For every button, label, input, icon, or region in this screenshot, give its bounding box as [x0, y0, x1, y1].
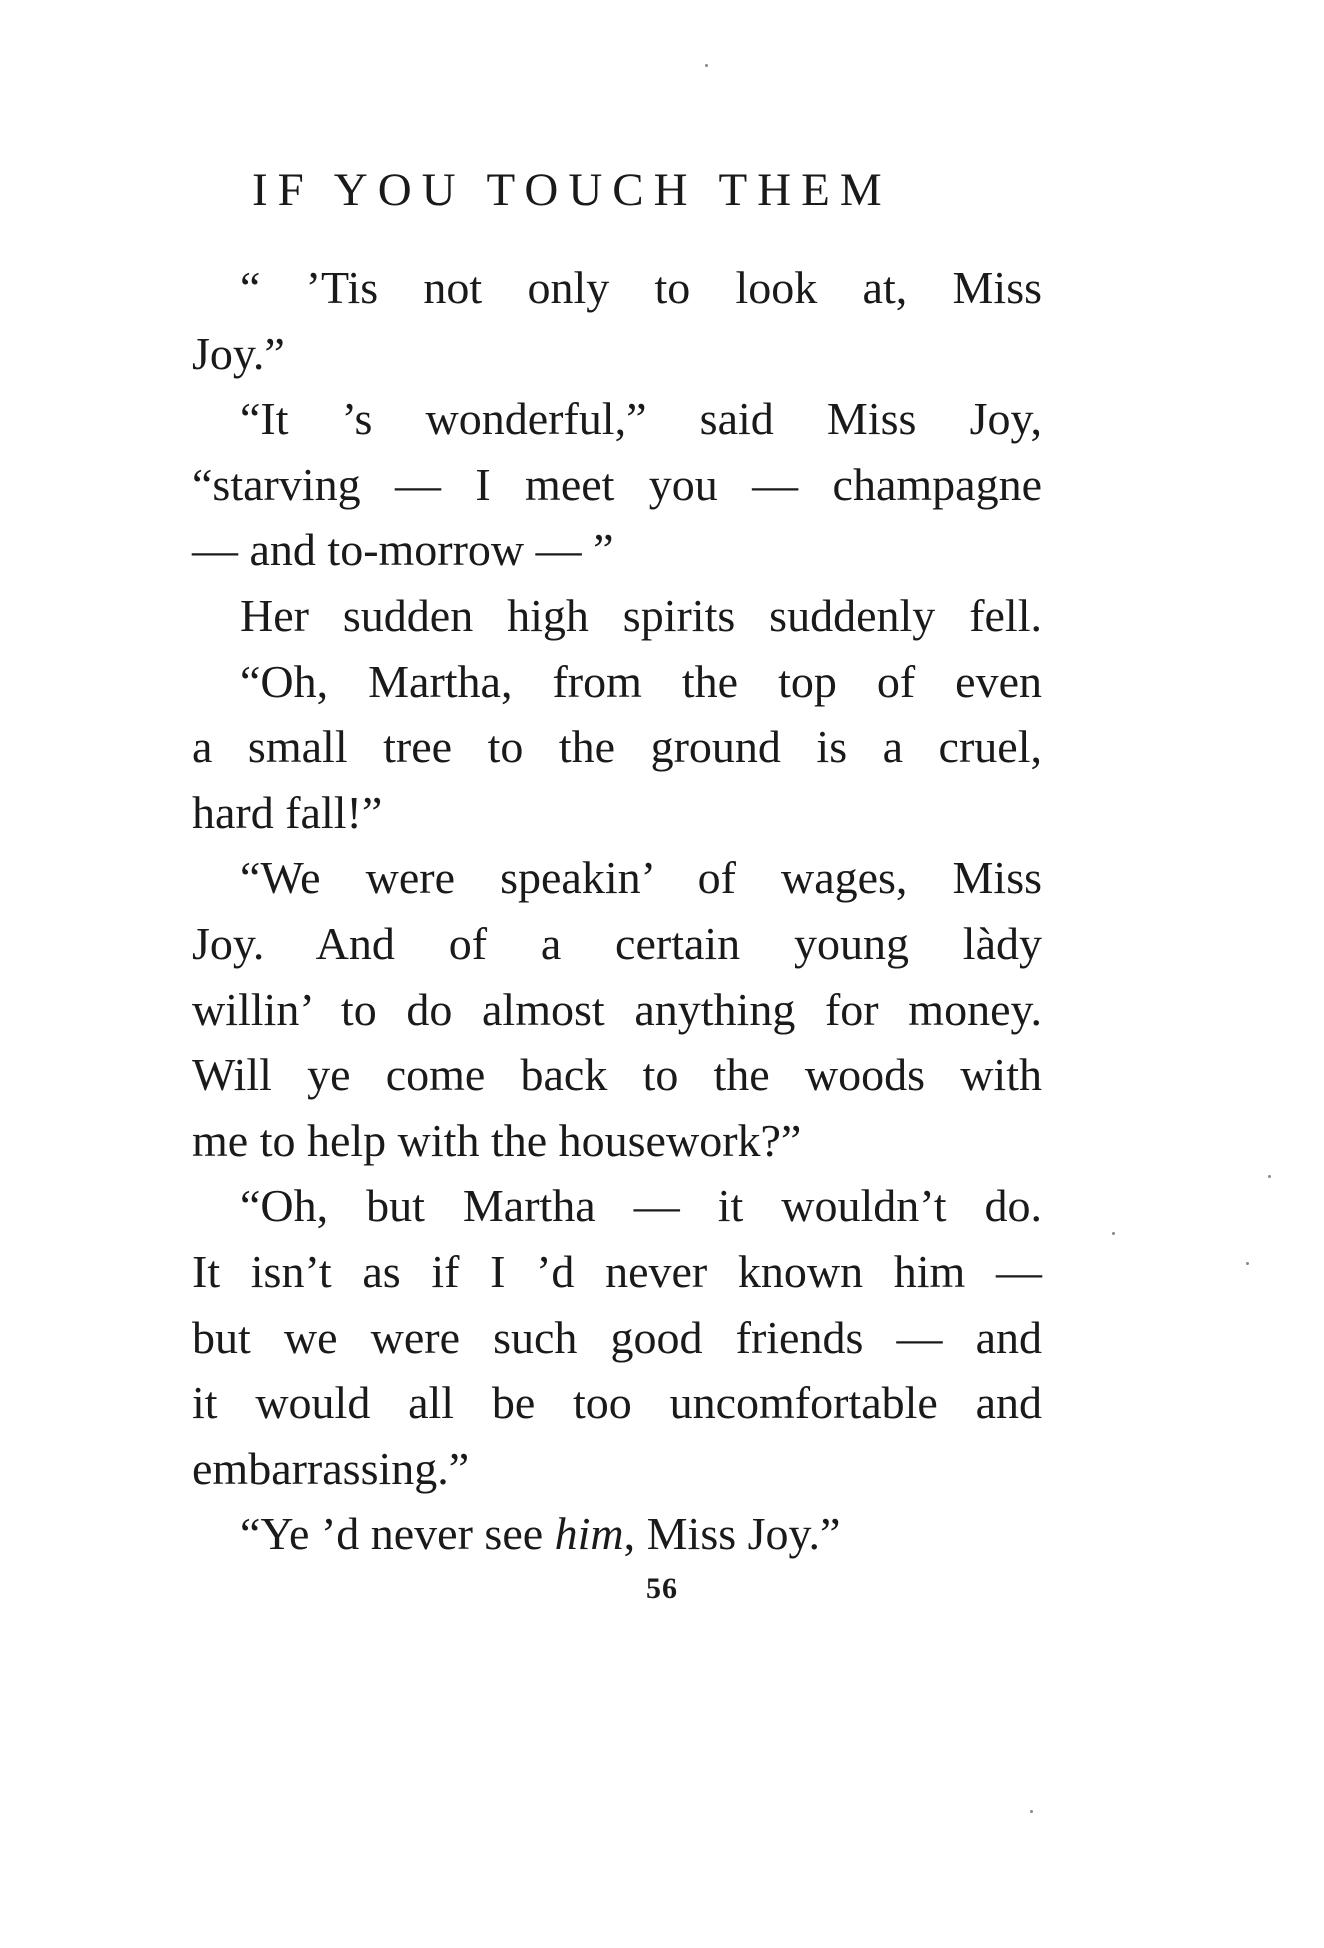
text-line: Her sudden high spirits suddenly fell.: [240, 589, 1042, 641]
page-number: 56: [646, 1572, 678, 1605]
text-line: “ ’Tis not only to look at, Miss: [240, 262, 1042, 313]
text-line: “It ’s wonderful,” said Miss Joy,: [240, 393, 1042, 445]
running-head: IF YOU TOUCH THEM: [252, 164, 892, 216]
text-line: me to help with the housework?”: [192, 1114, 802, 1166]
text-line: Will ye come back to the woods with: [192, 1049, 1042, 1101]
emphasized-word: him: [554, 1508, 624, 1560]
text-line: “Oh, Martha, from the top of even: [240, 655, 1042, 707]
final-line-start: “Ye ’d never see: [240, 1508, 555, 1560]
body-text: [192, 255, 1042, 1567]
text-line: — and to-morrow — ”: [192, 524, 614, 576]
text-line: “We were speakin’ of wages, Miss: [240, 852, 1042, 904]
text-line: it would all be too uncomfortable and: [192, 1377, 1042, 1429]
final-line-end: , Miss Joy.”: [623, 1508, 841, 1560]
text-line: willin’ to do almost anything for money.: [192, 983, 1042, 1035]
text-line: embarrassing.”: [192, 1442, 470, 1494]
text-line: hard fall!”: [192, 786, 383, 838]
paper-speck: [1268, 1175, 1271, 1178]
text-line: “starving — I meet you — champagne: [192, 458, 1042, 510]
paper-speck: [1030, 1810, 1033, 1813]
paper-speck: [705, 64, 708, 67]
paper-speck: [1246, 1262, 1249, 1265]
text-line: “Oh, but Martha — it wouldn’t do.: [240, 1180, 1042, 1232]
text-line: Joy.”: [192, 327, 285, 379]
text-line: but we were such good friends — and: [192, 1311, 1042, 1363]
paper-speck: [1112, 1232, 1115, 1235]
text-line: a small tree to the ground is a cruel,: [192, 721, 1042, 773]
text-line: Joy. And of a certain young làdy: [192, 917, 1042, 969]
final-text-line: [192, 1501, 1042, 1567]
text-line: It isn’t as if I ’d never known him —: [192, 1245, 1042, 1297]
